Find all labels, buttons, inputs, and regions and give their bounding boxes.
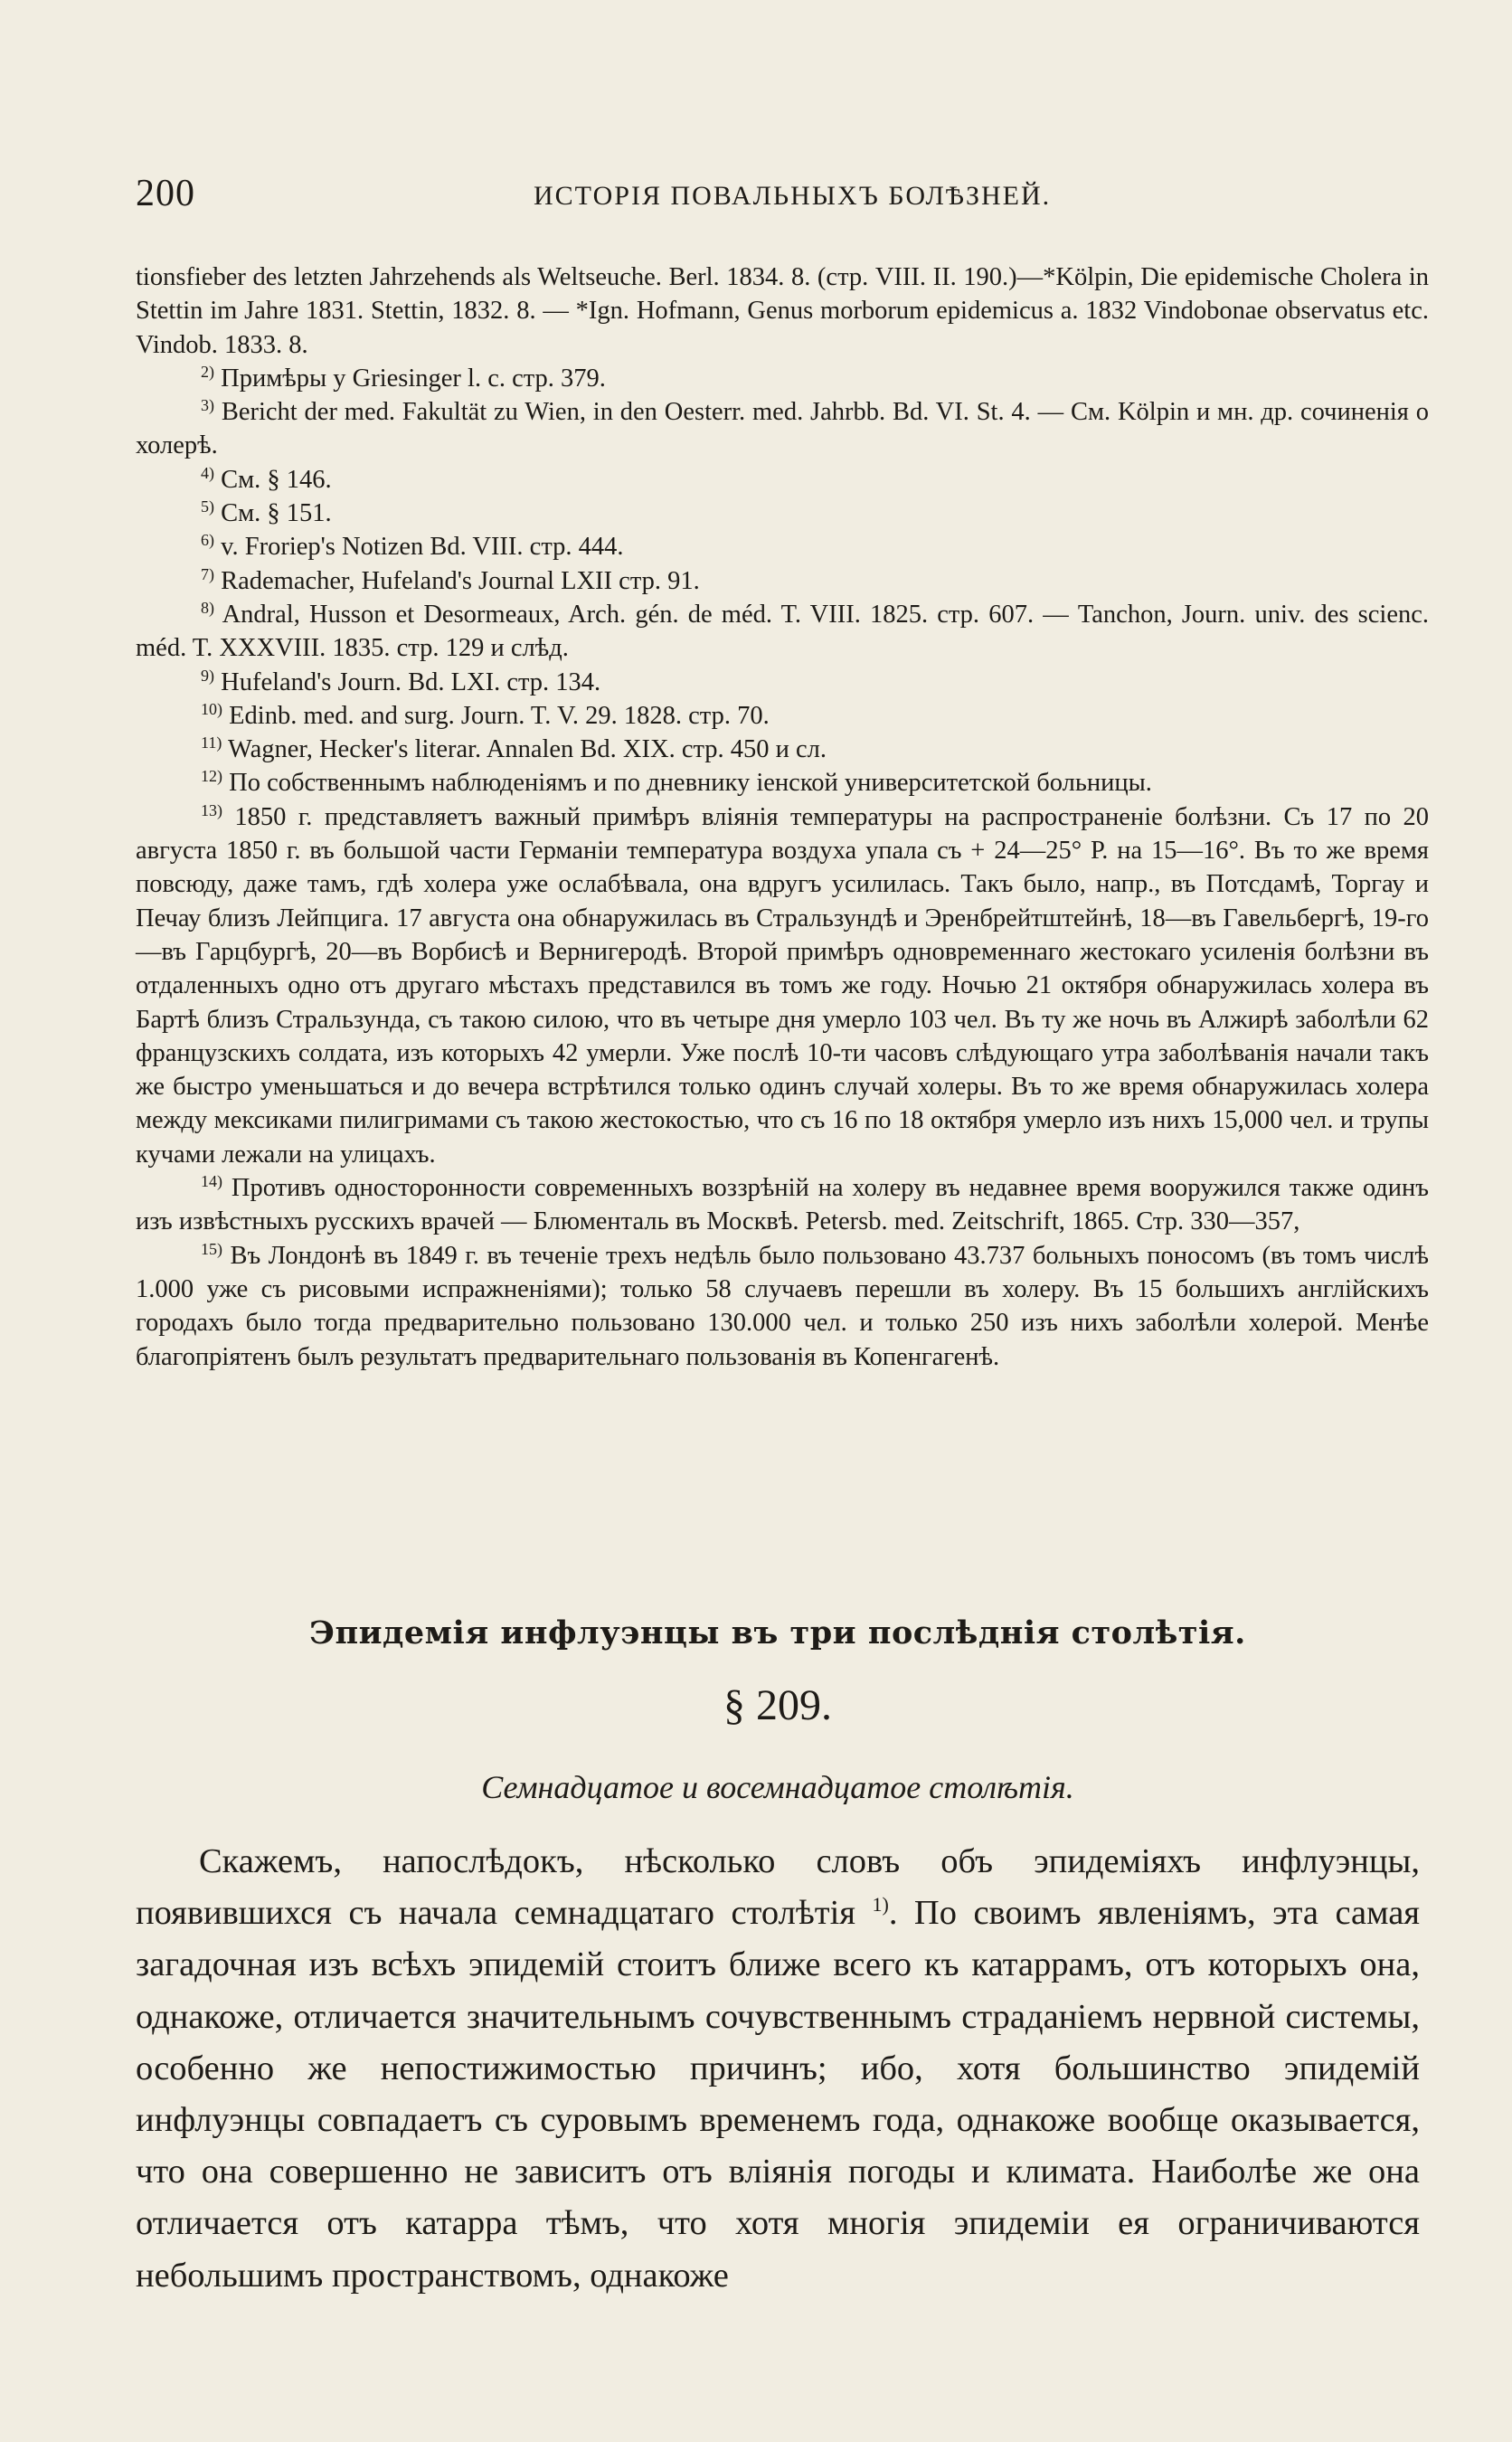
footnote-mark: 2): [201, 362, 214, 381]
page-header: [136, 172, 1420, 226]
running-head: ИСТОРІЯ ПОВАЛЬНЫХЪ БОЛѢЗНЕЙ.: [534, 181, 1052, 211]
footnote-text: См. § 151.: [221, 499, 332, 528]
footnote-text: Противъ односторонности современныхъ воззрѣній на холеру въ недавнее время вооружился также одинъ изъ извѣстныхъ русскихъ врачей — Блюменталь въ Москвѣ. Petersb. med. Zeitschrift, 1865. Стр. 330—357,: [136, 1174, 1429, 1236]
footnote-text: Rademacher, Hufeland's Journal LXII стр. 91.: [221, 566, 700, 595]
footnote: [136, 1239, 1429, 1374]
footnote: [136, 666, 1429, 699]
footnote-text: Въ Лондонѣ въ 1849 г. въ теченіе трехъ недѣль было пользовано 43.737 больныхъ поносомъ (въ томъ числѣ 1.000 уже съ рисовыми испражненіями); только 58 случаевъ перешли въ холеру. Въ 15 большихъ англійскихъ городахъ было тогда предварительно пользовано 130.000 чел. и только 250 изъ нихъ заболѣли холерой. Менѣе благопріятенъ былъ результатъ предварительнаго пользованія въ Копенгагенѣ.: [136, 1241, 1430, 1371]
footnote-text: Примѣры у Griesinger l. c. стр. 379.: [221, 364, 606, 393]
paragraph-text-start: Скажемъ, напослѣдокъ, нѣсколько словъ объ эпидеміяхъ инфлуэнцы, появившихся съ начала семнадцатаго столѣтія: [136, 1842, 1420, 1933]
footnote: [136, 395, 1429, 463]
section-subtitle: Семнадцатое и восемнадцатое столѣтія.: [481, 1769, 1074, 1805]
footnote: [136, 1171, 1429, 1239]
footnote-text: Edinb. med. and surg. Journ. T. V. 29. 1828. стр. 70.: [229, 701, 770, 730]
footnote: [136, 800, 1429, 1171]
footnote-text: См. § 146.: [221, 465, 332, 494]
footnote: [136, 766, 1429, 800]
footnote-text: 1850 г. представляетъ важный примѣръ вліянія температуры на распространеніе болѣзни. Съ 17 по 20 августа 1850 г. въ большой части Германіи температура воздуха упала съ + 24—25° Р. на 15—16°. Въ то же время повсюду, даже тамъ, гдѣ холера уже ослабѣвала, она вдругъ усилилась. Такъ было, напр., въ Потсдамѣ, Торгау и Печау близъ Лейпцига. 17 августа она обнаружилась въ Стральзундѣ и Эренбрейтштейнѣ, 18—въ Гавельбергѣ, 19-го—въ Гарцбургѣ, 20—въ Ворбисѣ и Вернигеродѣ. Второй примѣръ одновременнаго жестокаго усиленія болѣзни въ отдаленныхъ одно отъ другаго мѣстахъ представился въ томъ же году. Ночью 21 октября обнаружилась холера въ Бартѣ близъ Стральзунда, съ такою силою, что въ четыре дня умерло 103 чел. Въ ту же ночь въ Алжирѣ заболѣли 62 французскихъ солдата, изъ которыхъ 42 умерли. Уже послѣ 10-ти часовъ слѣдующаго утра заболѣванія начали такъ же быстро уменьшаться и до вечера встрѣтился только одинъ случай холеры. Въ то же время обнаружилась холера между мексиками пилигримами съ такою жестокостью, что съ 16 по 18 октября умерло изъ нихъ 15,000 чел. и трупы кучами лежали на улицахъ.: [136, 802, 1430, 1169]
paragraph-text-end: . По своимъ явленіямъ, эта самая загадочная изъ всѣхъ эпидемій стоитъ ближе всего къ катаррамъ, отъ которыхъ она, однакоже, отличается значительнымъ сочувственнымъ страданіемъ нервной системы, особенно же непостижимостью причинъ; ибо, хотя большинство эпидемій инфлуэнцы совпадаетъ съ суровымъ временемъ года, однакоже вообще оказывается, что она совершенно не зависитъ отъ вліянія погоды и климата. Наиболѣе же она отличается отъ катарра тѣмъ, что хотя многія эпидеміи ея ограничиваются небольшимъ пространствомъ, однакоже: [136, 1894, 1420, 2295]
footnote: [136, 260, 1429, 362]
footnote-ref: 1): [872, 1893, 889, 1917]
footnote-mark: 11): [201, 734, 222, 752]
section-title: Эпидемія инфлуэнцы въ три послѣднія столѣтія.: [309, 1614, 1246, 1652]
footnote: [136, 733, 1429, 766]
footnote-mark: 6): [201, 531, 214, 550]
footnote: [136, 497, 1429, 530]
paragraph: [136, 1836, 1420, 2302]
footnote-text: Wagner, Hecker's literar. Annalen Bd. XIX. стр. 450 и сл.: [227, 735, 827, 764]
main-text: [136, 1836, 1420, 2302]
footnote-text: tionsfieber des letzten Jahrzehends als Weltseuche. Berl. 1834. 8. (стр. VIII. II. 190.)—*Kölpin, Die epidemische Cholera in Stettin im Jahre 1831. Stettin, 1832. 8. — *Ign. Hofmann, Genus morborum epidemicus a. 1832 Vindobonae observatus etc. Vindob. 1833. 8.: [136, 263, 1429, 359]
footnote-mark: 10): [201, 699, 222, 718]
footnote: [136, 699, 1429, 733]
footnote-mark: 14): [201, 1172, 222, 1191]
footnote-mark: 8): [201, 598, 214, 617]
footnote: [136, 463, 1429, 497]
footnote-mark: 7): [201, 564, 214, 583]
footnote-text: По собственнымъ наблюденіямъ и по дневнику іенской университетской больницы.: [229, 769, 1152, 798]
footnote-mark: 13): [201, 800, 222, 819]
footnote: [136, 530, 1429, 563]
page-number: 200: [136, 173, 195, 214]
footnote: [136, 598, 1429, 666]
footnote-mark: 9): [201, 666, 214, 685]
footnote-mark: 15): [201, 1239, 222, 1258]
footnote-text: Hufeland's Journ. Bd. LXI. стр. 134.: [221, 667, 601, 696]
footnotes: [136, 260, 1429, 1374]
footnote-mark: 12): [201, 767, 222, 786]
footnote: [136, 564, 1429, 598]
footnote-mark: 4): [201, 463, 214, 482]
footnote-mark: 3): [201, 396, 214, 415]
footnote-mark: 5): [201, 497, 214, 516]
section-number: § 209.: [723, 1681, 832, 1729]
footnote-text: v. Froriep's Notizen Bd. VIII. стр. 444.: [221, 533, 624, 562]
footnote: [136, 362, 1429, 395]
footnote-text: Andral, Husson et Desormeaux, Arch. gén. de méd. T. VIII. 1825. стр. 607. — Tanchon, Journ. univ. des scienc. méd. T. XXXVIII. 1835. стр. 129 и слѣд.: [136, 600, 1429, 663]
footnote-text: Bericht der med. Fakultät zu Wien, in den Oesterr. med. Jahrbb. Bd. VI. St. 4. — См. Kölpin и мн. др. сочиненія о холерѣ.: [136, 398, 1429, 460]
